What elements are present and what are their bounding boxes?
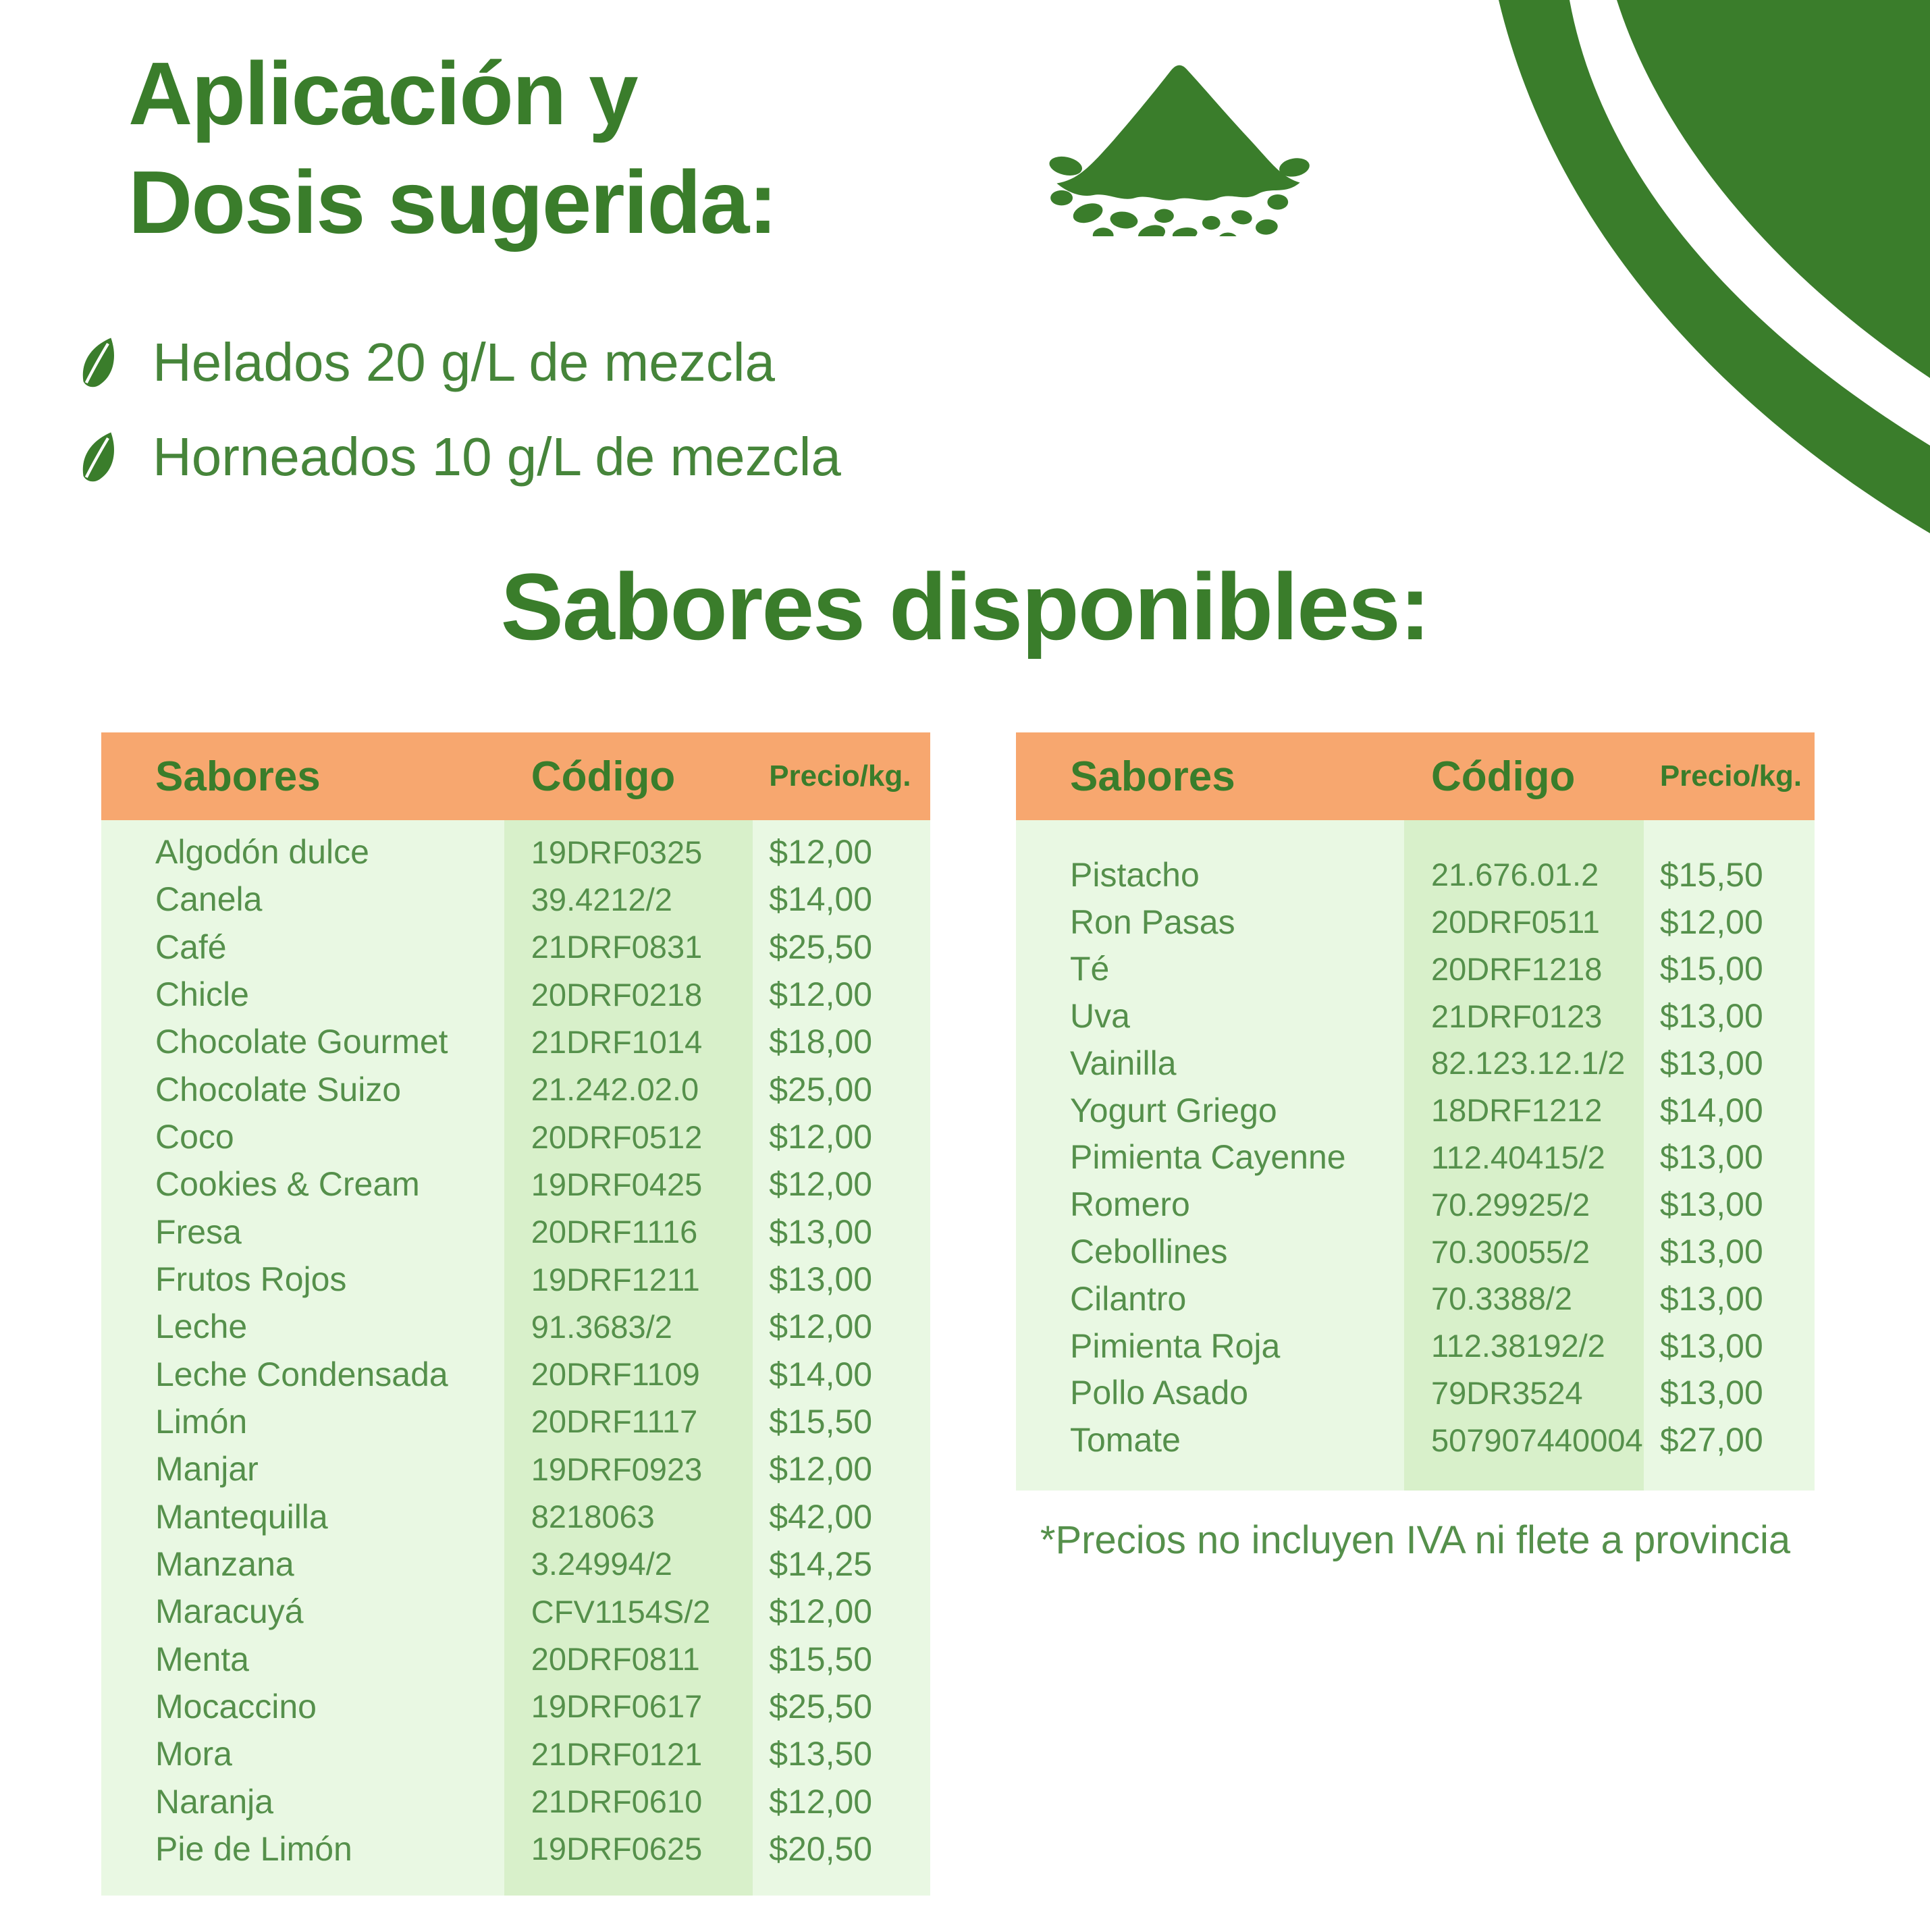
price-cell: $15,50 (1659, 855, 1763, 894)
table-row (1016, 851, 1815, 898)
flavor-cell: Uva (1070, 997, 1130, 1036)
table-row (101, 1493, 930, 1540)
price-cell: $14,00 (769, 1355, 873, 1393)
flavor-cell: Vainilla (1070, 1044, 1177, 1082)
column-header: Precio/kg. (1659, 759, 1802, 793)
table-body (1016, 820, 1815, 1491)
table-row (1016, 1416, 1815, 1464)
page-title-line1: Aplicación y (128, 44, 637, 143)
flavors-table-left (101, 732, 930, 1896)
price-cell: $25,00 (769, 1070, 873, 1108)
table-row (101, 828, 930, 876)
table-row (101, 1303, 930, 1350)
table-row (1016, 1369, 1815, 1416)
table-row (1016, 992, 1815, 1040)
table-row (1016, 1134, 1815, 1181)
table-row (101, 1256, 930, 1303)
flavor-cell: Pistacho (1070, 855, 1200, 894)
column-header: Precio/kg. (769, 759, 911, 793)
table-row (1016, 1040, 1815, 1087)
flavor-cell: Manzana (155, 1545, 294, 1583)
flavor-cell: Cilantro (1070, 1279, 1187, 1318)
flavor-cell: Cebollines (1070, 1233, 1228, 1271)
price-cell: $13,00 (1659, 1233, 1763, 1271)
code-cell: 21DRF0123 (1430, 998, 1603, 1034)
flavor-cell: Pie de Limón (155, 1829, 352, 1868)
price-cell: $12,00 (769, 833, 873, 871)
code-cell: 19DRF0425 (531, 1166, 703, 1202)
column-header: Código (531, 753, 676, 800)
price-cell: $14,00 (769, 880, 873, 919)
table-row (1016, 1181, 1815, 1228)
page-title-line2: Dosis sugerida: (128, 153, 777, 252)
flavor-cell: Leche (155, 1308, 248, 1346)
price-cell: $12,00 (769, 975, 873, 1014)
table-row (101, 1445, 930, 1493)
flavor-cell: Té (1070, 950, 1110, 988)
code-cell: 18DRF1212 (1430, 1092, 1603, 1129)
flavor-cell: Cookies & Cream (155, 1165, 420, 1204)
price-cell: $13,00 (1659, 1044, 1763, 1082)
code-cell: 21.676.01.2 (1430, 857, 1599, 893)
code-cell: 20DRF0511 (1430, 904, 1600, 940)
table-row (101, 1540, 930, 1588)
dose-bullet-helados (76, 325, 1223, 400)
code-cell: 21.242.02.0 (531, 1071, 699, 1108)
table-row (101, 1208, 930, 1256)
price-cell: $25,50 (769, 928, 873, 966)
code-cell: 20DRF0811 (531, 1641, 700, 1678)
code-cell: 21DRF0121 (531, 1736, 703, 1772)
code-cell: 19DRF0325 (531, 834, 703, 870)
code-cell: 21DRF0610 (531, 1783, 703, 1820)
flavor-cell: Romero (1070, 1185, 1190, 1224)
corner-leaf-decoration (1451, 0, 1930, 540)
code-cell: 112.38192/2 (1430, 1328, 1605, 1364)
code-cell: 507907440004 (1430, 1422, 1643, 1458)
code-cell: 39.4212/2 (531, 881, 672, 917)
table-row (101, 923, 930, 971)
table-header-row (101, 732, 930, 820)
table-row (101, 1683, 930, 1730)
code-cell: 70.3388/2 (1430, 1281, 1573, 1317)
price-cell: $25,50 (769, 1687, 873, 1725)
column-header: Código (1430, 753, 1576, 800)
price-cell: $14,00 (1659, 1091, 1763, 1129)
dose-bullet-horneados-label: Horneados 10 g/L de mezcla (153, 427, 841, 487)
price-cell: $12,00 (769, 1118, 873, 1156)
table-row (101, 876, 930, 923)
table-row (101, 1398, 930, 1445)
code-cell: 19DRF0617 (531, 1688, 703, 1725)
corner-blob-shape (1617, 0, 1930, 378)
price-cell: $13,00 (1659, 1185, 1763, 1224)
price-cell: $12,00 (769, 1308, 873, 1346)
code-cell: 19DRF0625 (531, 1831, 703, 1867)
code-cell: 20DRF1109 (531, 1356, 700, 1393)
column-header: Sabores (155, 753, 321, 800)
code-cell: 8218063 (531, 1499, 655, 1535)
price-cell: $12,00 (1659, 903, 1763, 941)
flavor-cell: Maracuyá (155, 1592, 304, 1631)
price-cell: $13,00 (1659, 1374, 1763, 1412)
code-cell: 70.30055/2 (1430, 1233, 1590, 1270)
table-row (1016, 1228, 1815, 1275)
price-cell: $12,00 (769, 1592, 873, 1631)
table-row (101, 1351, 930, 1398)
flavor-cell: Pollo Asado (1070, 1374, 1249, 1412)
flavor-cell: Ron Pasas (1070, 903, 1235, 941)
flavor-cell: Mora (155, 1735, 232, 1773)
code-cell: 20DRF1218 (1430, 950, 1603, 987)
table-row (101, 1113, 930, 1160)
price-cell: $13,00 (1659, 1326, 1763, 1365)
flavors-table-right (1016, 732, 1815, 1491)
code-cell: 20DRF0218 (531, 976, 703, 1013)
price-cell: $13,50 (769, 1735, 873, 1773)
price-cell: $42,00 (769, 1497, 873, 1536)
flavor-cell: Limón (155, 1402, 248, 1441)
code-cell: 21DRF1014 (531, 1023, 703, 1060)
price-cell: $15,50 (769, 1402, 873, 1441)
table-row (101, 1635, 930, 1682)
price-cell: $12,00 (769, 1450, 873, 1488)
column-header: Sabores (1070, 753, 1235, 800)
flavor-cell: Leche Condensada (155, 1355, 448, 1393)
flavor-cell: Mocaccino (155, 1687, 317, 1725)
flavor-cell: Canela (155, 880, 263, 919)
table-row (101, 1160, 930, 1208)
code-cell: 20DRF0512 (531, 1119, 703, 1155)
code-cell: 3.24994/2 (531, 1546, 672, 1582)
flavor-cell: Menta (155, 1640, 249, 1678)
flavor-cell: Chicle (155, 975, 249, 1014)
code-cell: 82.123.12.1/2 (1430, 1045, 1626, 1081)
flavor-cell: Yogurt Griego (1070, 1091, 1277, 1129)
flavor-cell: Manjar (155, 1450, 259, 1488)
code-cell: 20DRF1116 (531, 1214, 698, 1250)
price-cell: $13,00 (1659, 1279, 1763, 1318)
code-cell: CFV1154S/2 (531, 1593, 711, 1630)
leaf-bullet-icon (76, 333, 120, 392)
code-cell: 70.29925/2 (1430, 1186, 1590, 1223)
price-disclaimer: *Precios no incluyen IVA ni flete a provincia (1040, 1518, 1791, 1562)
price-cell: $13,00 (769, 1212, 873, 1251)
flavor-cell: Pimienta Roja (1070, 1326, 1281, 1365)
price-cell: $12,00 (769, 1782, 873, 1821)
code-cell: 19DRF0923 (531, 1451, 703, 1487)
table-row (101, 1730, 930, 1777)
table-row (1016, 898, 1815, 946)
flavor-cell: Pimienta Cayenne (1070, 1138, 1346, 1177)
price-cell: $13,00 (1659, 1138, 1763, 1177)
table-row (101, 1777, 930, 1825)
table-body (101, 820, 930, 1896)
flavor-cell: Mantequilla (155, 1497, 328, 1536)
price-cell: $13,00 (1659, 997, 1763, 1036)
price-cell: $14,25 (769, 1545, 873, 1583)
price-cell: $15,50 (769, 1640, 873, 1678)
flavor-cell: Café (155, 928, 227, 966)
dose-bullet-helados-label: Helados 20 g/L de mezcla (153, 332, 776, 392)
code-cell: 91.3683/2 (531, 1308, 672, 1345)
table-row (1016, 1322, 1815, 1370)
code-cell: 19DRF1211 (531, 1261, 700, 1297)
flavor-cell: Coco (155, 1118, 234, 1156)
page-title (128, 39, 1141, 257)
price-cell: $15,00 (1659, 950, 1763, 988)
code-cell: 20DRF1117 (531, 1403, 698, 1440)
code-cell: 21DRF0831 (531, 929, 703, 965)
leaf-bullet-icon (76, 428, 120, 486)
section-title: Sabores disponibles: (500, 554, 1430, 660)
flavor-cell: Naranja (155, 1782, 274, 1821)
flavor-cell: Chocolate Gourmet (155, 1023, 448, 1061)
table-row (101, 1825, 930, 1873)
price-cell: $12,00 (769, 1165, 873, 1204)
table-row (101, 1066, 930, 1113)
table-header-row (1016, 732, 1815, 820)
table-row (1016, 1087, 1815, 1134)
code-cell: 79DR3524 (1430, 1374, 1583, 1411)
price-cell: $13,00 (769, 1260, 873, 1299)
table-row (101, 971, 930, 1018)
code-cell: 112.40415/2 (1430, 1139, 1605, 1175)
table-row (101, 1588, 930, 1635)
price-cell: $20,50 (769, 1829, 873, 1868)
flavor-cell: Frutos Rojos (155, 1260, 347, 1299)
dose-bullet-horneados (76, 420, 1223, 494)
flavor-cell: Tomate (1070, 1421, 1181, 1459)
flavor-cell: Algodón dulce (155, 833, 369, 871)
table-row (101, 1018, 930, 1065)
flavor-cell: Chocolate Suizo (155, 1070, 402, 1108)
flavor-cell: Fresa (155, 1212, 242, 1251)
table-row (1016, 1275, 1815, 1322)
price-cell: $18,00 (769, 1023, 873, 1061)
price-cell: $27,00 (1659, 1421, 1763, 1459)
table-row (1016, 946, 1815, 993)
